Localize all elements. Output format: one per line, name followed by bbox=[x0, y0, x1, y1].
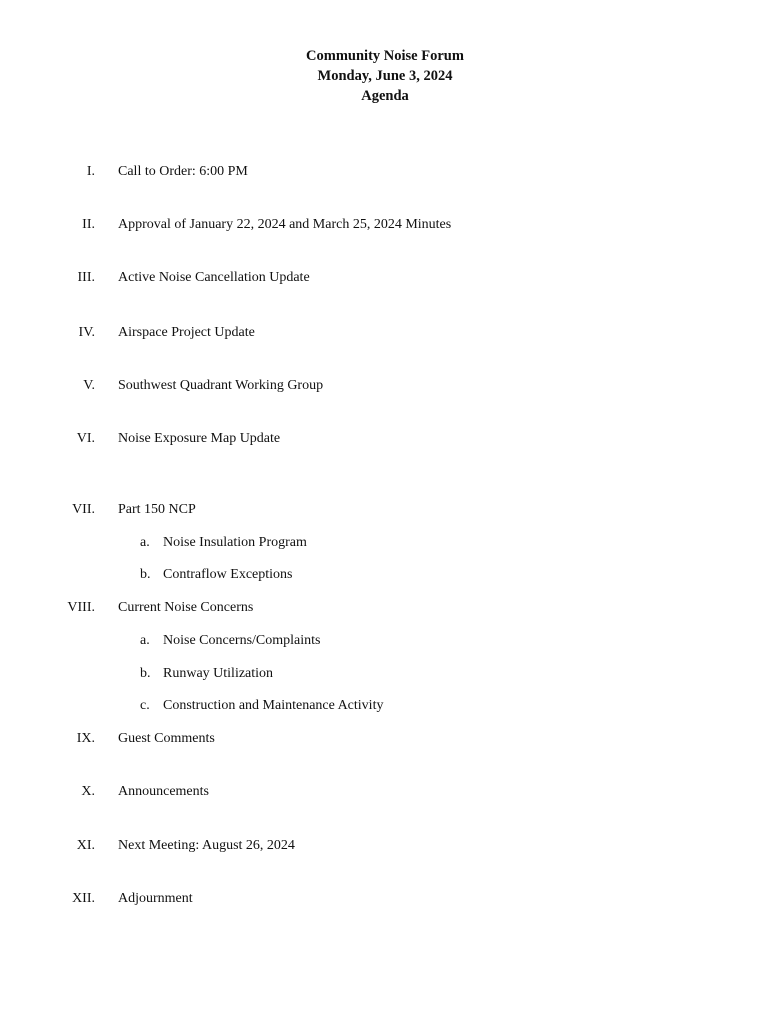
agenda-item-number: II. bbox=[82, 217, 95, 232]
agenda-item-text: Current Noise Concerns bbox=[118, 600, 254, 615]
meeting-date: Monday, June 3, 2024 bbox=[317, 68, 453, 84]
agenda-subitem-text: Noise Concerns/Complaints bbox=[163, 633, 321, 648]
agenda-item-number: XII. bbox=[72, 891, 95, 906]
agenda-item-number: VII. bbox=[72, 502, 95, 517]
agenda-item-text: Guest Comments bbox=[118, 731, 215, 746]
agenda-subitem-letter: a. bbox=[140, 633, 150, 648]
agenda-item-number: VIII. bbox=[67, 600, 95, 615]
agenda-item-number: III. bbox=[77, 270, 95, 285]
forum-title: Community Noise Forum bbox=[306, 48, 464, 64]
document-subtitle: Agenda bbox=[361, 88, 409, 104]
agenda-item-number: IX. bbox=[76, 731, 95, 746]
agenda-item-number: XI. bbox=[76, 838, 95, 853]
agenda-subitem-text: Construction and Maintenance Activity bbox=[163, 698, 384, 713]
agenda-item-number: V. bbox=[83, 378, 95, 393]
agenda-item-text: Airspace Project Update bbox=[118, 325, 255, 340]
agenda-item-number: VI. bbox=[76, 431, 95, 446]
agenda-item-number: X. bbox=[81, 784, 95, 799]
agenda-item-text: Approval of January 22, 2024 and March 25, 2024 Minutes bbox=[118, 217, 452, 232]
agenda-item-text: Southwest Quadrant Working Group bbox=[118, 378, 324, 393]
agenda-item-text: Call to Order: 6:00 PM bbox=[118, 164, 248, 179]
agenda-item-text: Adjournment bbox=[118, 891, 193, 906]
agenda-subitem-letter: a. bbox=[140, 535, 150, 550]
agenda-item-text: Part 150 NCP bbox=[118, 502, 196, 517]
agenda-subitem-letter: b. bbox=[140, 666, 151, 681]
agenda-subitem-text: Noise Insulation Program bbox=[163, 535, 307, 550]
agenda-item-number: I. bbox=[86, 164, 95, 179]
agenda-item-text: Next Meeting: August 26, 2024 bbox=[118, 838, 295, 853]
agenda-item-text: Noise Exposure Map Update bbox=[118, 431, 281, 446]
agenda-item-text: Announcements bbox=[118, 784, 209, 799]
agenda-subitem-text: Runway Utilization bbox=[163, 666, 274, 681]
agenda-subitem-text: Contraflow Exceptions bbox=[163, 567, 293, 582]
agenda-item-number: IV. bbox=[78, 325, 95, 340]
agenda-subitem-letter: b. bbox=[140, 567, 151, 582]
agenda-header bbox=[0, 46, 770, 106]
agenda-item-text: Active Noise Cancellation Update bbox=[118, 270, 310, 285]
agenda-subitem-letter: c. bbox=[140, 698, 150, 713]
